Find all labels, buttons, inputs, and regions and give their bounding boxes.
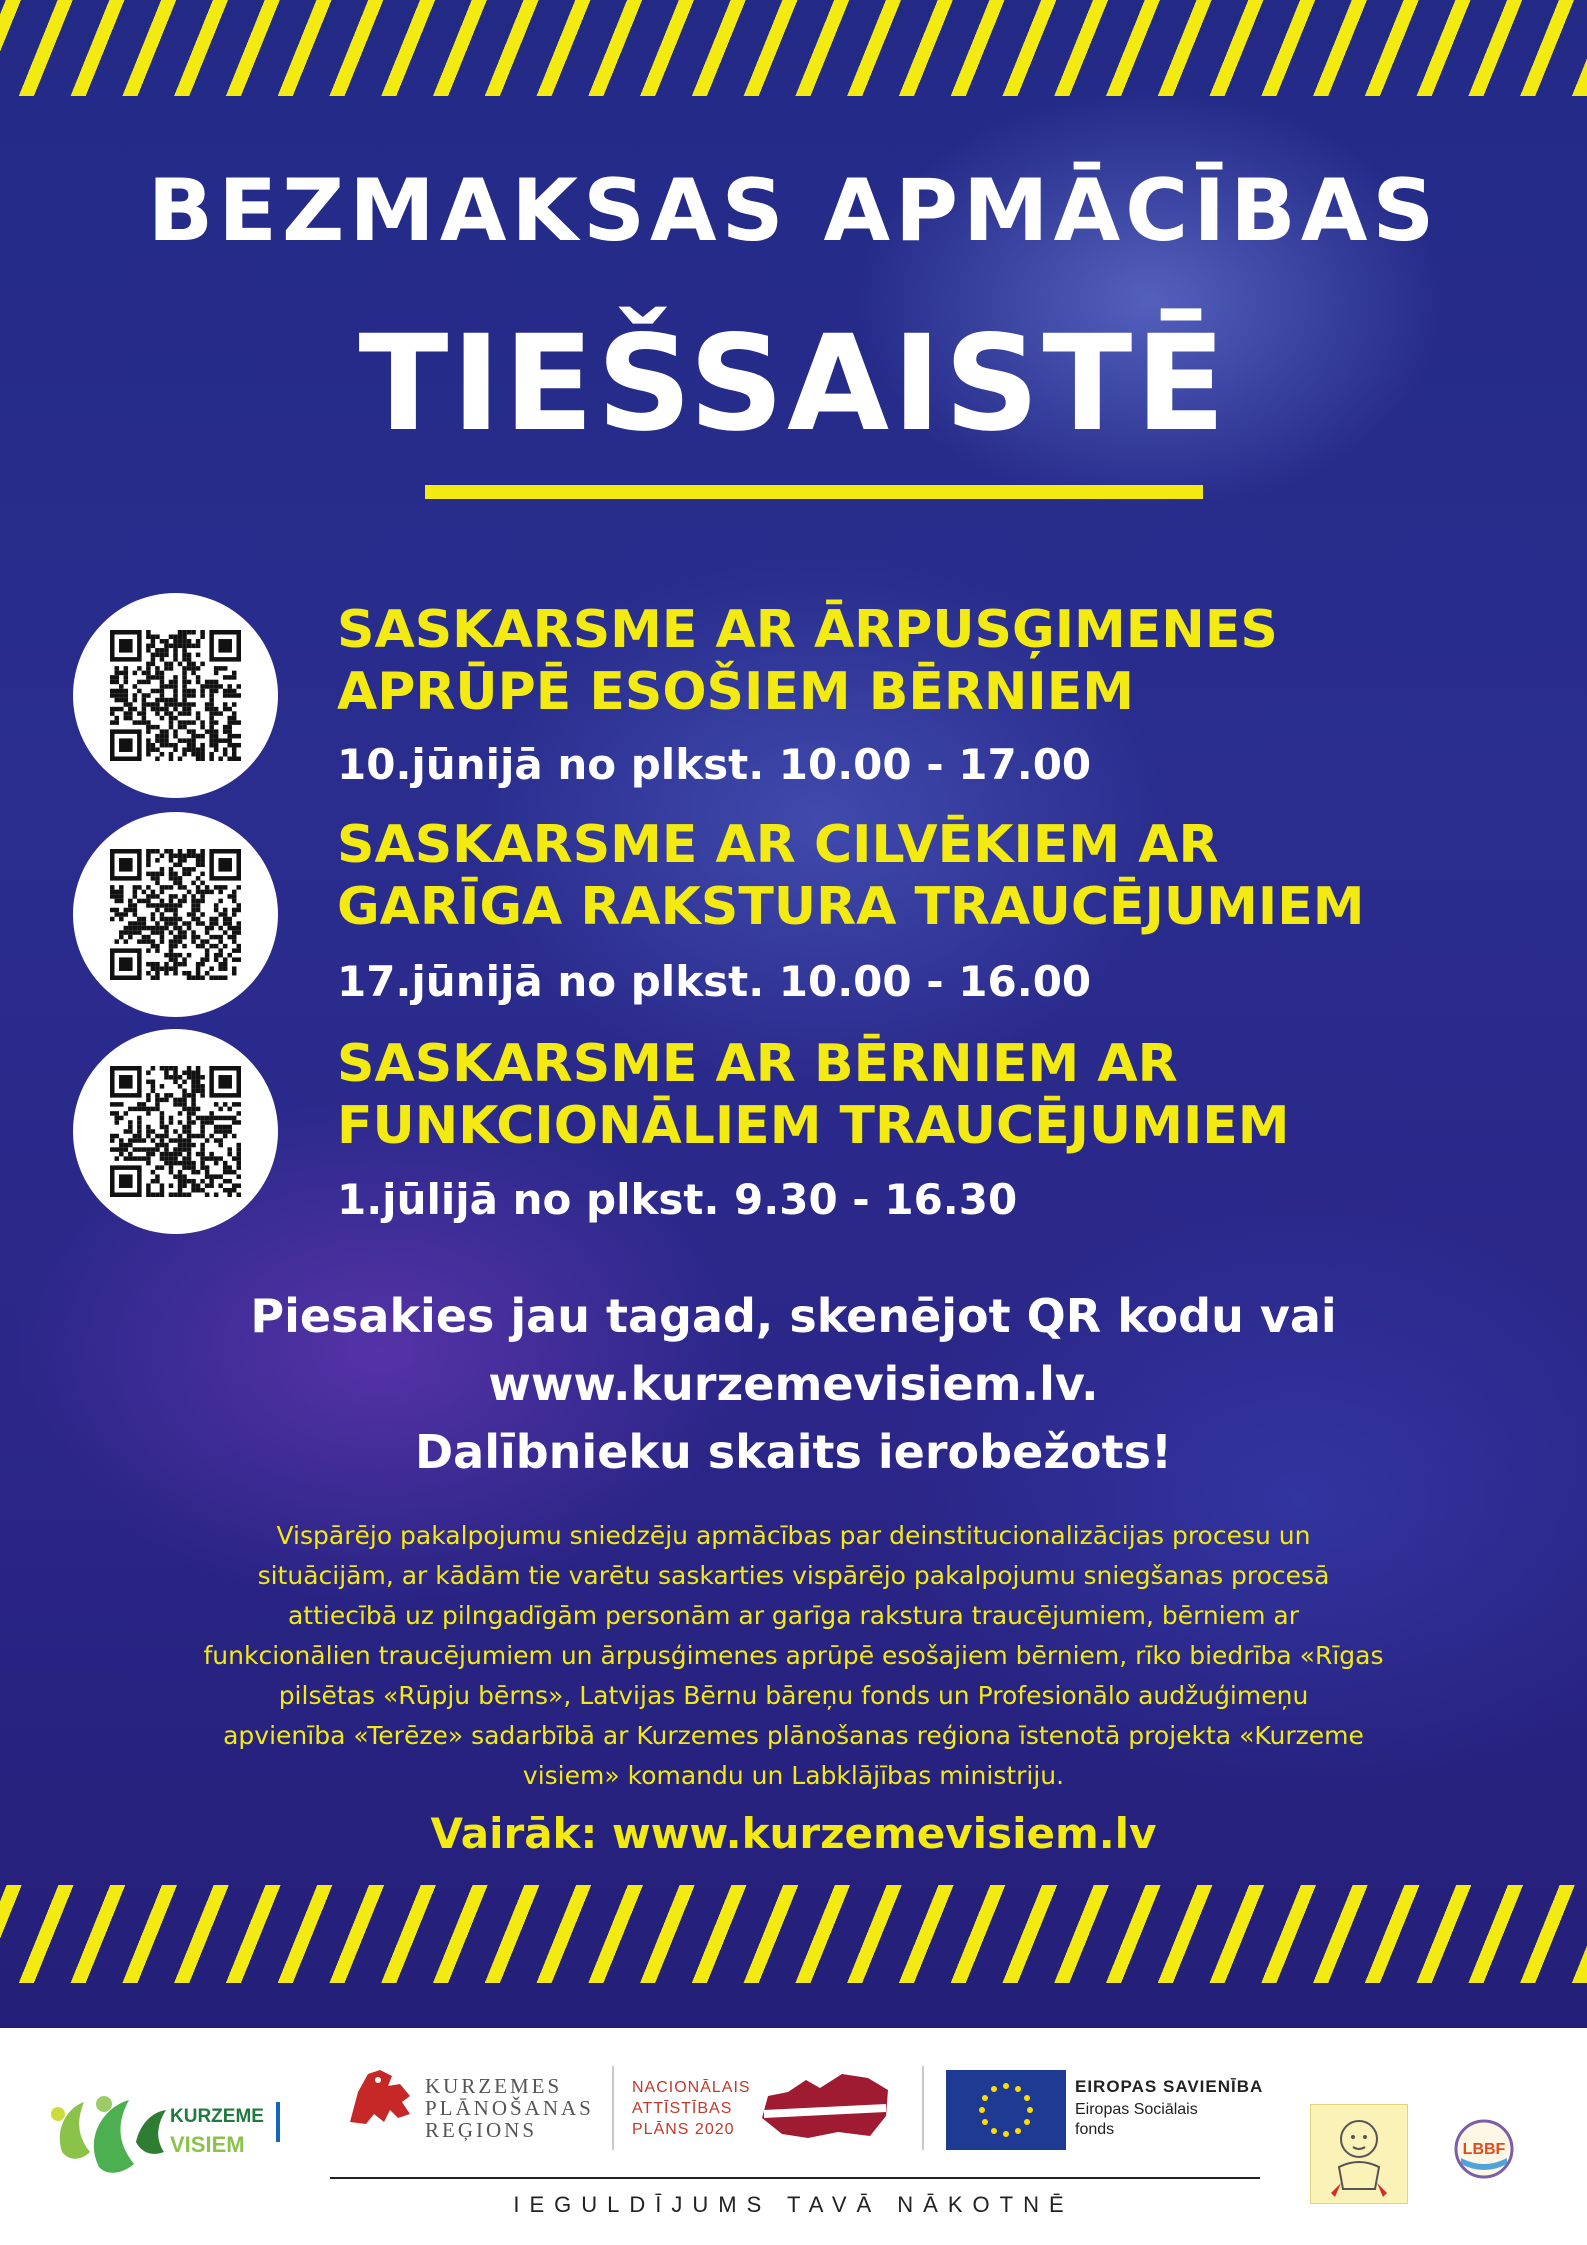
kurzeme-visiem-text xyxy=(170,2103,264,2159)
course-title-line-2: FUNKCIONĀLIEM TRAUCĒJUMIEM xyxy=(337,1096,1290,1156)
qr-code-1[interactable] xyxy=(73,593,278,798)
nap-line-2: ATTĪSTĪBAS xyxy=(632,2100,733,2117)
slogan: IEGULDĪJUMS TAVĀ NĀKOTNĒ xyxy=(513,2192,1074,2217)
cta-line-3: Dalībnieku skaits ierobežots! xyxy=(414,1425,1173,1479)
cta-line-1: Piesakies jau tagad, skenējot QR kodu vai xyxy=(250,1289,1337,1343)
eiropas-savieniba-text xyxy=(1075,2074,1263,2140)
course-title-line-2: GARĪGA RAKSTURA TRAUCĒJUMIEM xyxy=(337,877,1365,937)
kpr-line-2: PLĀNOŠANAS xyxy=(425,2096,594,2120)
qr-code-icon xyxy=(110,1066,241,1197)
description-line: apvienība «Terēze» sadarbībā ar Kurzemes plānošanas reģiona īstenotā projekta «Kurzeme xyxy=(223,1721,1364,1750)
description-line: visiem» komandu un Labklājības ministriju. xyxy=(522,1761,1065,1790)
rupju-berns-logo xyxy=(1310,2104,1408,2204)
kpr-line-1: KURZEMES xyxy=(425,2074,563,2098)
heading-underline xyxy=(425,485,1203,499)
hazard-stripes-bottom xyxy=(0,1885,1587,1983)
eu-line-3: fonds xyxy=(1075,2121,1115,2138)
kpr-line-3: REĢIONS xyxy=(425,2118,538,2142)
qr-code-2[interactable] xyxy=(73,812,278,1017)
description-line: situācijām, ar kādām tie varētu saskarties vispārējo pakalpojumu sniegšanas procesā xyxy=(257,1561,1330,1590)
course-title-line-2: APRŪPĒ ESOŠIEM BĒRNIEM xyxy=(337,662,1135,722)
lbbf-text: LBBF xyxy=(1462,2141,1506,2158)
description-line: Vispārējo pakalpojumu sniedzēju apmācības par deinstitucionalizācijas procesu un xyxy=(276,1521,1311,1550)
eu-flag xyxy=(946,2070,1066,2150)
course-date: 1.jūlijā no plkst. 9.30 - 16.30 xyxy=(337,1175,1018,1224)
cta-link[interactable]: www.kurzemevisiem.lv. xyxy=(488,1357,1099,1411)
description-line: pilsētas «Rūpju bērns», Latvijas Bērnu bāreņu fonds un Profesionālo audžuģimeņu xyxy=(278,1681,1309,1710)
qr-code-icon xyxy=(110,849,241,980)
nap-line-3: PLĀNS 2020 xyxy=(632,2121,735,2138)
course-title-line-1: SASKARSME AR BĒRNIEM AR xyxy=(337,1034,1178,1094)
description xyxy=(38,1516,1549,1796)
course-3 xyxy=(0,1029,1587,1249)
course-title-line-1: SASKARSME AR CILVĒKIEM AR xyxy=(337,815,1219,875)
qr-code-3[interactable] xyxy=(73,1029,278,1234)
kv-line-1: KURZEME xyxy=(170,2106,264,2127)
more-info-link[interactable]: Vairāk: www.kurzemevisiem.lv xyxy=(430,1809,1157,1858)
qr-code-icon xyxy=(110,630,241,761)
description-line: attiecībā uz pilngadīgām personām ar garīga rakstura traucējumiem, bērniem ar xyxy=(287,1601,1300,1630)
description-line: funkcionālien traucējumiem un ārpusģimenes aprūpē esošajiem bērniem, rīko biedrība «Rīgas xyxy=(203,1641,1384,1670)
heading-line-2: TIEŠSAISTĒ xyxy=(358,307,1229,461)
kurzemes-planosanas-regions-text xyxy=(425,2075,594,2141)
course-2 xyxy=(0,812,1587,1032)
nap-line-1: NACIONĀLAIS xyxy=(632,2079,751,2096)
lbbf-logo-icon xyxy=(1453,2118,1515,2180)
baby-icon xyxy=(1311,2105,1407,2203)
footer-line xyxy=(330,2177,1260,2179)
nacionalais-attistibas-plans-text xyxy=(632,2077,751,2140)
eu-flag-icon xyxy=(946,2070,1066,2150)
latvia-map-icon xyxy=(758,2066,893,2146)
kv-line-2: VISIEM xyxy=(170,2132,245,2157)
course-date: 17.jūnijā no plkst. 10.00 - 16.00 xyxy=(337,957,1092,1006)
eu-line-2: Eiropas Sociālais xyxy=(1075,2101,1198,2118)
footer-divider xyxy=(612,2066,614,2150)
course-date: 10.jūnijā no plkst. 10.00 - 17.00 xyxy=(337,740,1092,789)
hazard-stripes-top xyxy=(0,0,1587,96)
footer-divider xyxy=(922,2066,924,2150)
course-1 xyxy=(0,593,1587,813)
eu-line-1: EIROPAS SAVIENĪBA xyxy=(1075,2077,1264,2096)
course-title-line-1: SASKARSME AR ĀRPUSĢIMENES xyxy=(337,600,1278,660)
call-to-action xyxy=(0,1282,1587,1486)
lion-emblem-icon xyxy=(340,2062,420,2132)
heading-line-1: BEZMAKSAS APMĀCĪBAS xyxy=(147,161,1440,261)
